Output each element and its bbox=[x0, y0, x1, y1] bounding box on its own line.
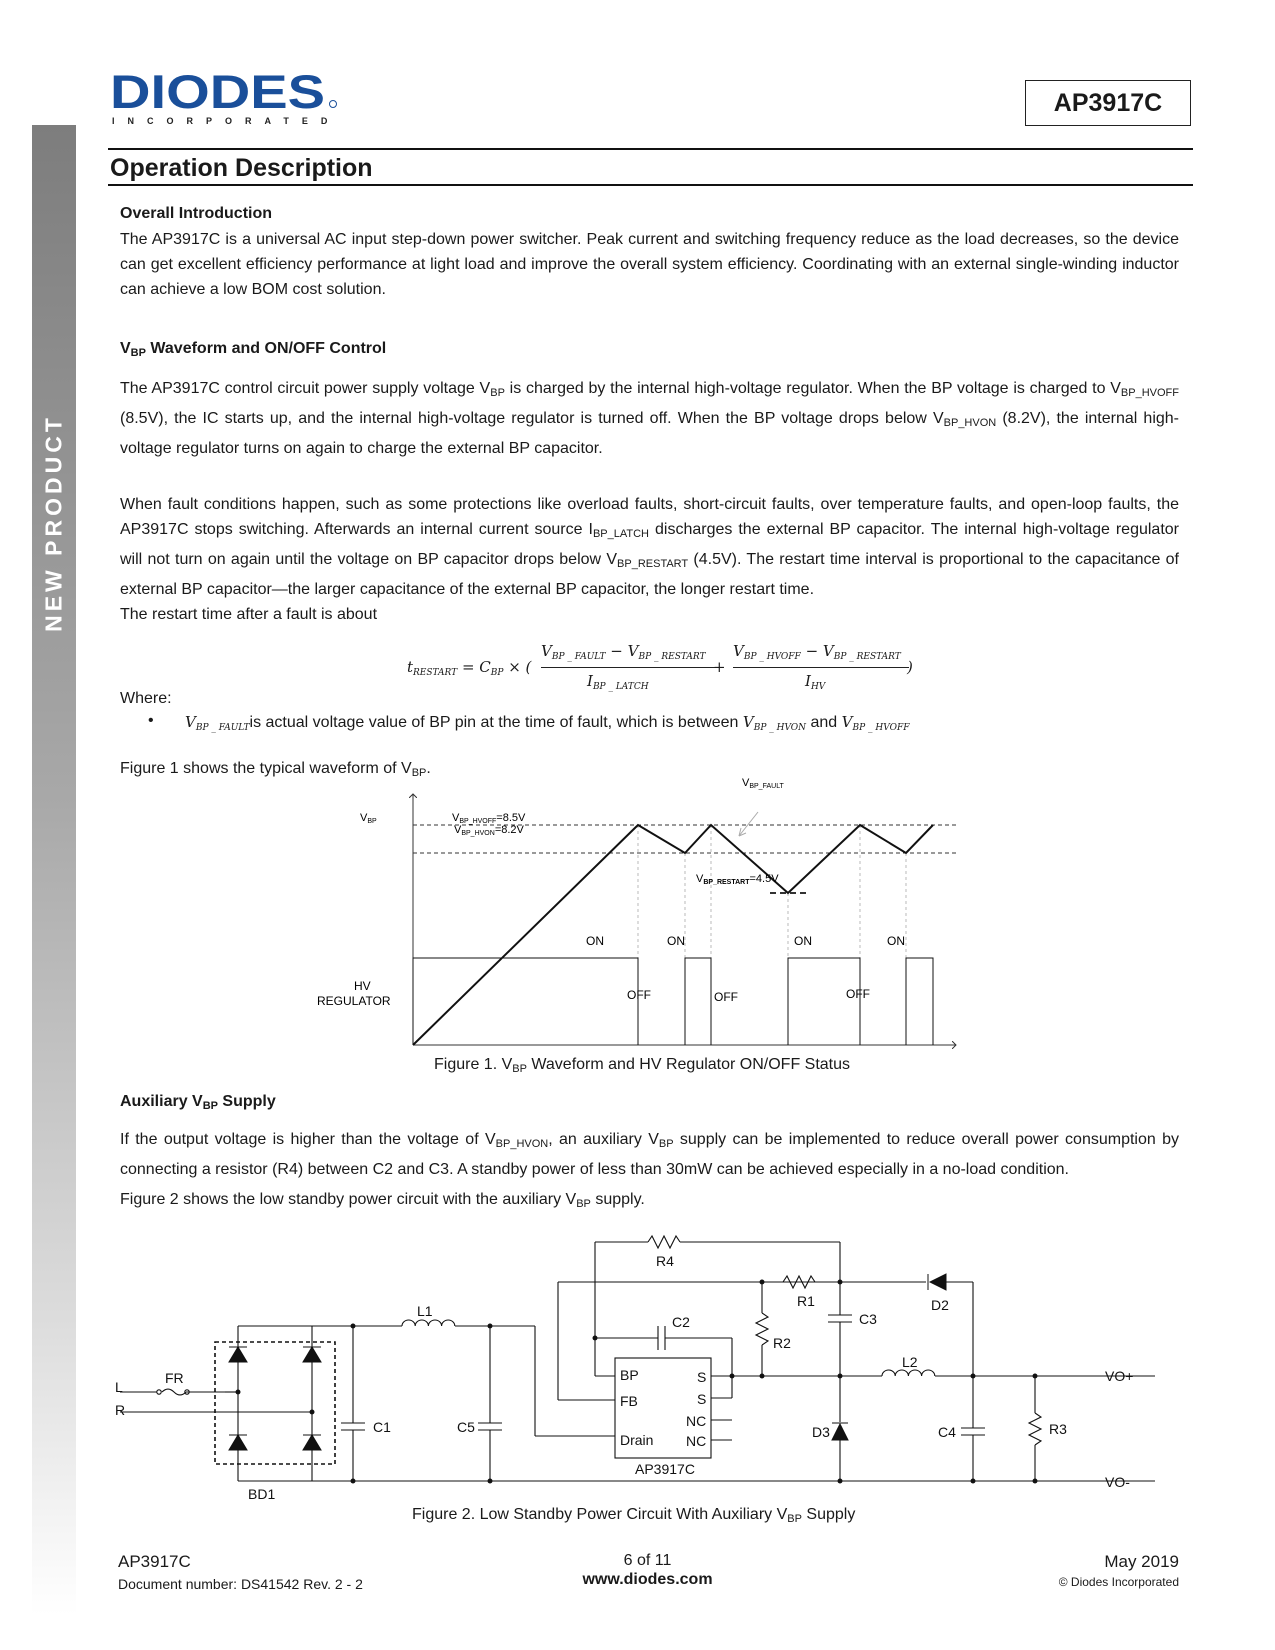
footer-copyright: © Diodes Incorporated bbox=[1058, 1575, 1179, 1589]
vbp-paragraph-2: When fault conditions happen, such as some protections like overload faults, short-circuit faults, over temperature faults, and open-loop faults, the AP3917C stops switching. Afterwards an internal current source $I_{BP\_LATCH}$ discharges the external BP capacitor. The internal high-voltage regulator will not turn on again until the voltage on BP capacitor drops below $V_{BP\_RESTART}$ (4.5V). The restart time interval is proportional to the capacitance of external BP capacitor—the larger capacitance of the external BP capacitor, the longer restart time. bbox=[120, 496, 1180, 598]
restart-formula: $t_{RESTART} = C_{BP}$ × ( $V_{BP \_ FAULT} - V_{BP \_ RESTART}$ $I_{BP \_ LATCH}$ + $V_{BP \_ HVOFF} - V_{BP \_ RESTART}$ $I_{HV}$ ) bbox=[407, 642, 913, 692]
sidebar-label: NEW PRODUCT bbox=[40, 414, 67, 632]
on-label-2: ON bbox=[667, 934, 685, 948]
on-label-4: ON bbox=[887, 934, 905, 948]
label-FR: FR bbox=[165, 1370, 184, 1386]
figure2-caption: Figure 2. Low Standby Power Circuit With Auxiliary $V_{BP}$ Supply bbox=[412, 1506, 856, 1525]
hv-on-4 bbox=[906, 958, 933, 1045]
vbp-paragraph-1: The AP3917C control circuit power supply voltage $V_{BP}$ is charged by the internal high-voltage regulator. When the BP voltage is charged to $V_{BP\_HVOFF}$ (8.5V), the IC starts up, and the internal high-voltage regulator is turned off. When the BP voltage drops below $V_{BP\_HVON}$ (8.2V), the internal high-voltage regulator turns on again to charge the external BP capacitor. bbox=[120, 380, 1179, 457]
ic-pin-s2: S bbox=[697, 1391, 707, 1407]
aux-heading: Auxiliary $V_{BP}$ Supply bbox=[120, 1093, 276, 1112]
figure2-reference: Figure 2 shows the low standby power circuit with the auxiliary $V_{BP}$ supply. bbox=[120, 1191, 645, 1210]
label-D3: D3 bbox=[812, 1424, 830, 1440]
label-BD1: BD1 bbox=[248, 1486, 276, 1502]
sidebar-banner bbox=[32, 125, 76, 1615]
where-label: Where: bbox=[120, 690, 172, 707]
hv-on-2 bbox=[685, 958, 711, 1045]
label-R: R bbox=[115, 1402, 126, 1418]
bd1-diode-4 bbox=[303, 1435, 321, 1450]
on-label-1: ON bbox=[586, 934, 604, 948]
hvoff-label: VBP_HVOFF=8.5V bbox=[452, 812, 526, 825]
section-title: Operation Description bbox=[110, 154, 373, 182]
off-label-1: OFF bbox=[627, 988, 651, 1002]
off-label-2: OFF bbox=[714, 990, 738, 1004]
bd1-diode-2 bbox=[303, 1347, 321, 1362]
header-rule-bottom bbox=[108, 184, 1193, 186]
label-VOminus: VO- bbox=[1105, 1474, 1130, 1490]
bullet-text: $V_{BP \_ FAULT}is$ actual voltage value of BP pin at the time of fault, which is between $V_{BP \_ HVON}$ and $V_{BP \_ HVOFF}$ bbox=[185, 713, 910, 733]
d3-diode bbox=[832, 1424, 848, 1440]
hvon-label: VBP_HVON=8.2V bbox=[454, 824, 524, 837]
bd1-diode-1 bbox=[229, 1347, 247, 1362]
ic-pin-nc2: NC bbox=[686, 1433, 707, 1449]
label-R1: R1 bbox=[797, 1293, 815, 1309]
on-label-3: ON bbox=[794, 934, 812, 948]
footer-docnum: Document number: DS41542 Rev. 2 - 2 bbox=[118, 1576, 363, 1592]
ic-pin-fb: FB bbox=[620, 1393, 638, 1409]
figure1-waveform bbox=[317, 777, 970, 1055]
label-C4: C4 bbox=[938, 1424, 956, 1440]
restart-intro: The restart time after a fault is about bbox=[120, 606, 378, 623]
label-D2: D2 bbox=[931, 1297, 949, 1313]
ic-pin-bp: BP bbox=[620, 1367, 639, 1383]
hv-on-3 bbox=[788, 958, 860, 1045]
vbp-heading: $V_{BP}$ Waveform and ON/OFF Control bbox=[120, 340, 387, 359]
ic-name: AP3917C bbox=[635, 1461, 695, 1477]
label-R3: R3 bbox=[1049, 1421, 1067, 1437]
aux-paragraph: If the output voltage is higher than the voltage of $V_{BP\_HVON}$, an auxiliary $V_{BP}$ supply can be implemented to reduce overall power consumption by connecting a resistor (R4) between C2 and C3. A standby power of less than 30mW can be achieved especially in a no-load condition. bbox=[120, 1131, 1180, 1178]
bd1-diode-3 bbox=[229, 1435, 247, 1450]
label-C1: C1 bbox=[373, 1419, 391, 1435]
hv-on-1 bbox=[413, 958, 638, 1045]
hv-label-1: HV bbox=[354, 979, 371, 993]
logo-subtext: INCORPORATED bbox=[112, 116, 341, 126]
hv-label-2: REGULATOR bbox=[317, 994, 391, 1008]
header-rule-top bbox=[108, 148, 1193, 150]
footer-date: May 2019 bbox=[1104, 1552, 1179, 1571]
off-label-3: OFF bbox=[846, 987, 870, 1001]
label-C5: C5 bbox=[457, 1419, 475, 1435]
restart-label: VBP_RESTART=4.5V bbox=[696, 873, 779, 886]
fault-arrow bbox=[739, 812, 758, 836]
ic-pin-nc1: NC bbox=[686, 1413, 707, 1429]
logo-wordmark: DIODES bbox=[110, 65, 325, 118]
vbp-axis-label: VBP bbox=[360, 812, 377, 825]
label-R2: R2 bbox=[773, 1335, 791, 1351]
part-number-box: AP3917C bbox=[1025, 80, 1191, 126]
label-L2: L2 bbox=[902, 1354, 918, 1370]
label-VOplus: VO+ bbox=[1105, 1368, 1134, 1384]
label-C3: C3 bbox=[859, 1311, 877, 1327]
fault-label-main: VBP_FAULT bbox=[742, 777, 784, 790]
footer-part: AP3917C bbox=[118, 1552, 191, 1571]
overall-paragraph: The AP3917C is a universal AC input step-down power switcher. Peak current and switching frequency reduce as the load decreases, so the device can get excellent efficiency performance at light load and improve the overall system efficiency. Coordinating with an external single-winding inductor can achieve a low BOM cost solution. bbox=[120, 231, 1179, 298]
figure2-circuit bbox=[115, 1218, 1175, 1502]
footer-page: 6 of 11 bbox=[623, 1552, 672, 1569]
ic-pin-s1: S bbox=[697, 1369, 707, 1385]
overall-heading: Overall Introduction bbox=[120, 205, 273, 222]
label-C2: C2 bbox=[672, 1314, 690, 1330]
footer-url[interactable]: www.diodes.com bbox=[582, 1571, 713, 1588]
d2-diode bbox=[930, 1274, 946, 1290]
figure1-caption: Figure 1. $V_{BP}$ Waveform and HV Regulator ON/OFF Status bbox=[434, 1056, 851, 1075]
label-L: L bbox=[115, 1379, 123, 1395]
bullet-dot: • bbox=[148, 712, 154, 729]
diodes-logo bbox=[110, 65, 341, 130]
figure1-reference: Figure 1 shows the typical waveform of $V_{BP}$. bbox=[120, 760, 431, 779]
ic-pin-drain: Drain bbox=[620, 1432, 654, 1448]
label-R4: R4 bbox=[656, 1253, 674, 1269]
label-L1: L1 bbox=[417, 1303, 433, 1319]
